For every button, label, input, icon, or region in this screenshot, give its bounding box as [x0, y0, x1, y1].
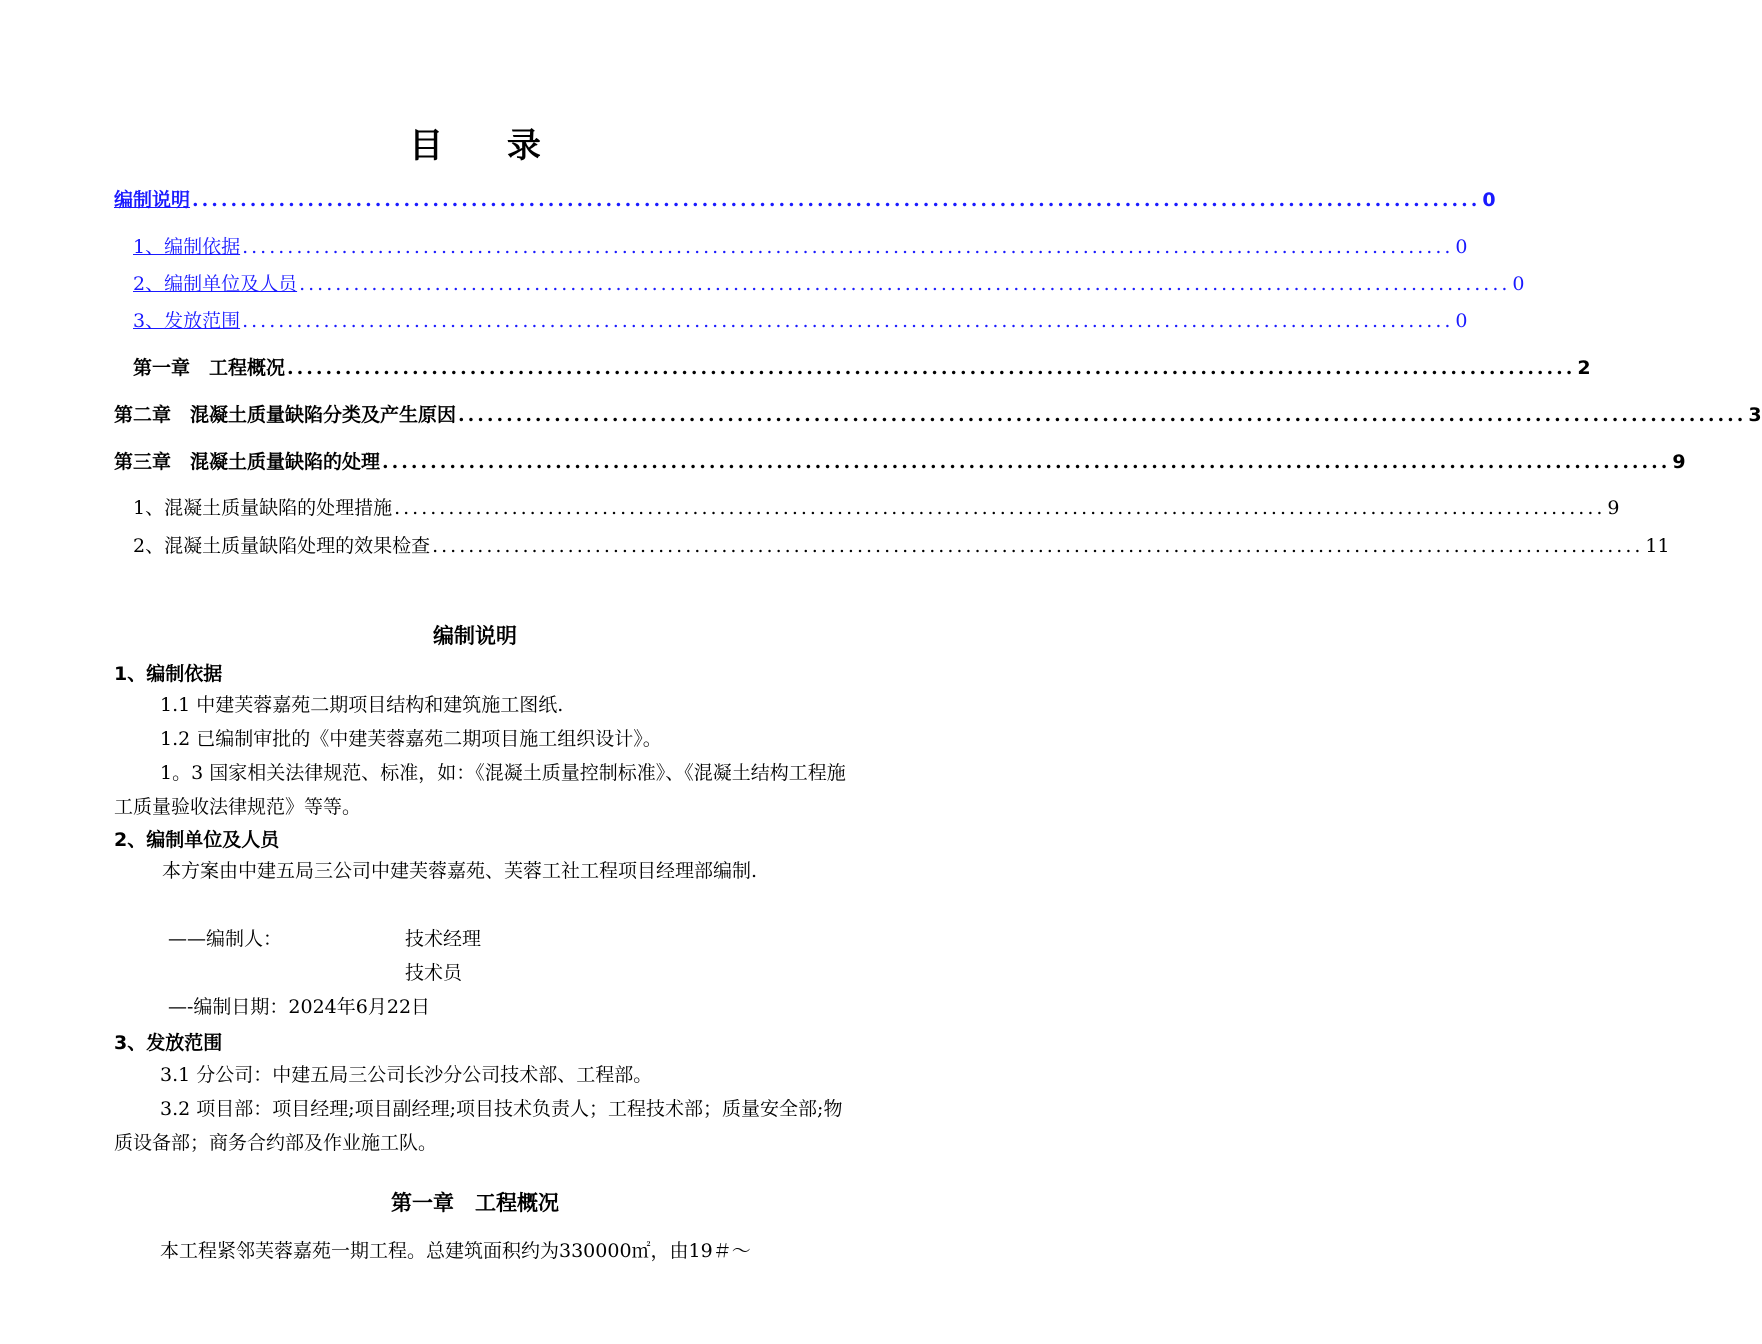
toc-leader-dots: ...................................................................................................................................... [458, 404, 1747, 426]
toc-page-number: 0 [1455, 310, 1468, 332]
heading-basis: 1、编制依据 [114, 663, 223, 685]
paragraph: 1.1 中建芙蓉嘉苑二期项目结构和建筑施工图纸. [160, 694, 564, 716]
toc-leader-dots: ...................................................................................................................................... [242, 236, 1454, 258]
heading-staff: 2、编制单位及人员 [114, 829, 280, 851]
toc-leader-dots: ...................................................................................................................................... [394, 497, 1606, 519]
toc-page-number: 3 [1748, 404, 1762, 426]
toc-entry-label: 1、混凝土质量缺陷的处理措施 [133, 497, 393, 519]
paragraph: 本方案由中建五局三公司中建芙蓉嘉苑、芙蓉工社工程项目经理部编制. [162, 860, 758, 882]
paragraph: 3.2 项目部：项目经理;项目副经理;项目技术负责人；工程技术部；质量安全部;物质设备部；商务合约部及作业施工队。 [114, 1098, 843, 1154]
toc-entry-preface[interactable] [114, 187, 1496, 213]
heading-distribution: 3、发放范围 [114, 1032, 223, 1054]
toc-title: 目 录 [409, 126, 567, 166]
toc-entry-distribution[interactable] [133, 308, 1468, 334]
toc-entry-label: 3、发放范围 [133, 310, 241, 332]
compile-date: —-编制日期：2024年6月22日 [168, 996, 431, 1018]
paragraph: 1。3 国家相关法律规范、标准，如：《混凝土质量控制标准》、《混凝土结构工程施工质量验收法律规范》等等。 [114, 762, 846, 818]
toc-entry-inspection[interactable] [133, 533, 1670, 559]
toc-entry-treatment[interactable] [133, 495, 1620, 521]
toc-page-number: 2 [1577, 357, 1591, 379]
toc-page-number: 0 [1482, 189, 1496, 211]
toc-entry-label: 2、混凝土质量缺陷处理的效果检查 [133, 535, 431, 557]
section-title-preface: 编制说明 [433, 624, 517, 648]
toc-page-number: 9 [1607, 497, 1620, 519]
toc-entry-chapter3[interactable] [114, 449, 1686, 475]
toc-page-number: 0 [1512, 273, 1525, 295]
toc-entry-basis[interactable] [133, 234, 1468, 260]
toc-entry-label: 第三章 混凝土质量缺陷的处理 [114, 451, 381, 473]
paragraph: 3.1 分公司：中建五局三公司长沙分公司技术部、工程部。 [160, 1064, 653, 1086]
toc-entry-chapter1[interactable] [133, 355, 1591, 381]
toc-page-number: 9 [1672, 451, 1686, 473]
toc-leader-dots: ...................................................................................................................................... [192, 189, 1481, 211]
toc-entry-label: 第一章 工程概况 [133, 357, 286, 379]
paragraph: 1.2 已编制审批的《中建芙蓉嘉苑二期项目施工组织设计》。 [160, 728, 662, 750]
toc-page-number: 0 [1455, 236, 1468, 258]
toc-leader-dots: ...................................................................................................................................... [299, 273, 1511, 295]
toc-entry-chapter2[interactable] [114, 402, 1762, 428]
toc-entry-staff[interactable] [133, 271, 1525, 297]
toc-leader-dots: ...................................................................................................................................... [432, 535, 1644, 557]
author-label: ——编制人： [168, 928, 283, 950]
toc-entry-label: 1、编制依据 [133, 236, 241, 258]
toc-entry-label: 编制说明 [114, 189, 191, 211]
toc-entry-label: 2、编制单位及人员 [133, 273, 298, 295]
toc-leader-dots: ...................................................................................................................................... [242, 310, 1454, 332]
toc-entry-label: 第二章 混凝土质量缺陷分类及产生原因 [114, 404, 457, 426]
toc-leader-dots: ...................................................................................................................................... [287, 357, 1576, 379]
toc-page-number: 11 [1645, 535, 1670, 557]
author-role: 技术员 [405, 962, 463, 984]
toc-leader-dots: ...................................................................................................................................... [382, 451, 1671, 473]
author-role: 技术经理 [405, 928, 482, 950]
paragraph: 本工程紧邻芙蓉嘉苑一期工程。总建筑面积约为330000㎡，由19＃～ [160, 1240, 751, 1262]
chapter-title: 第一章 工程概况 [391, 1191, 559, 1215]
